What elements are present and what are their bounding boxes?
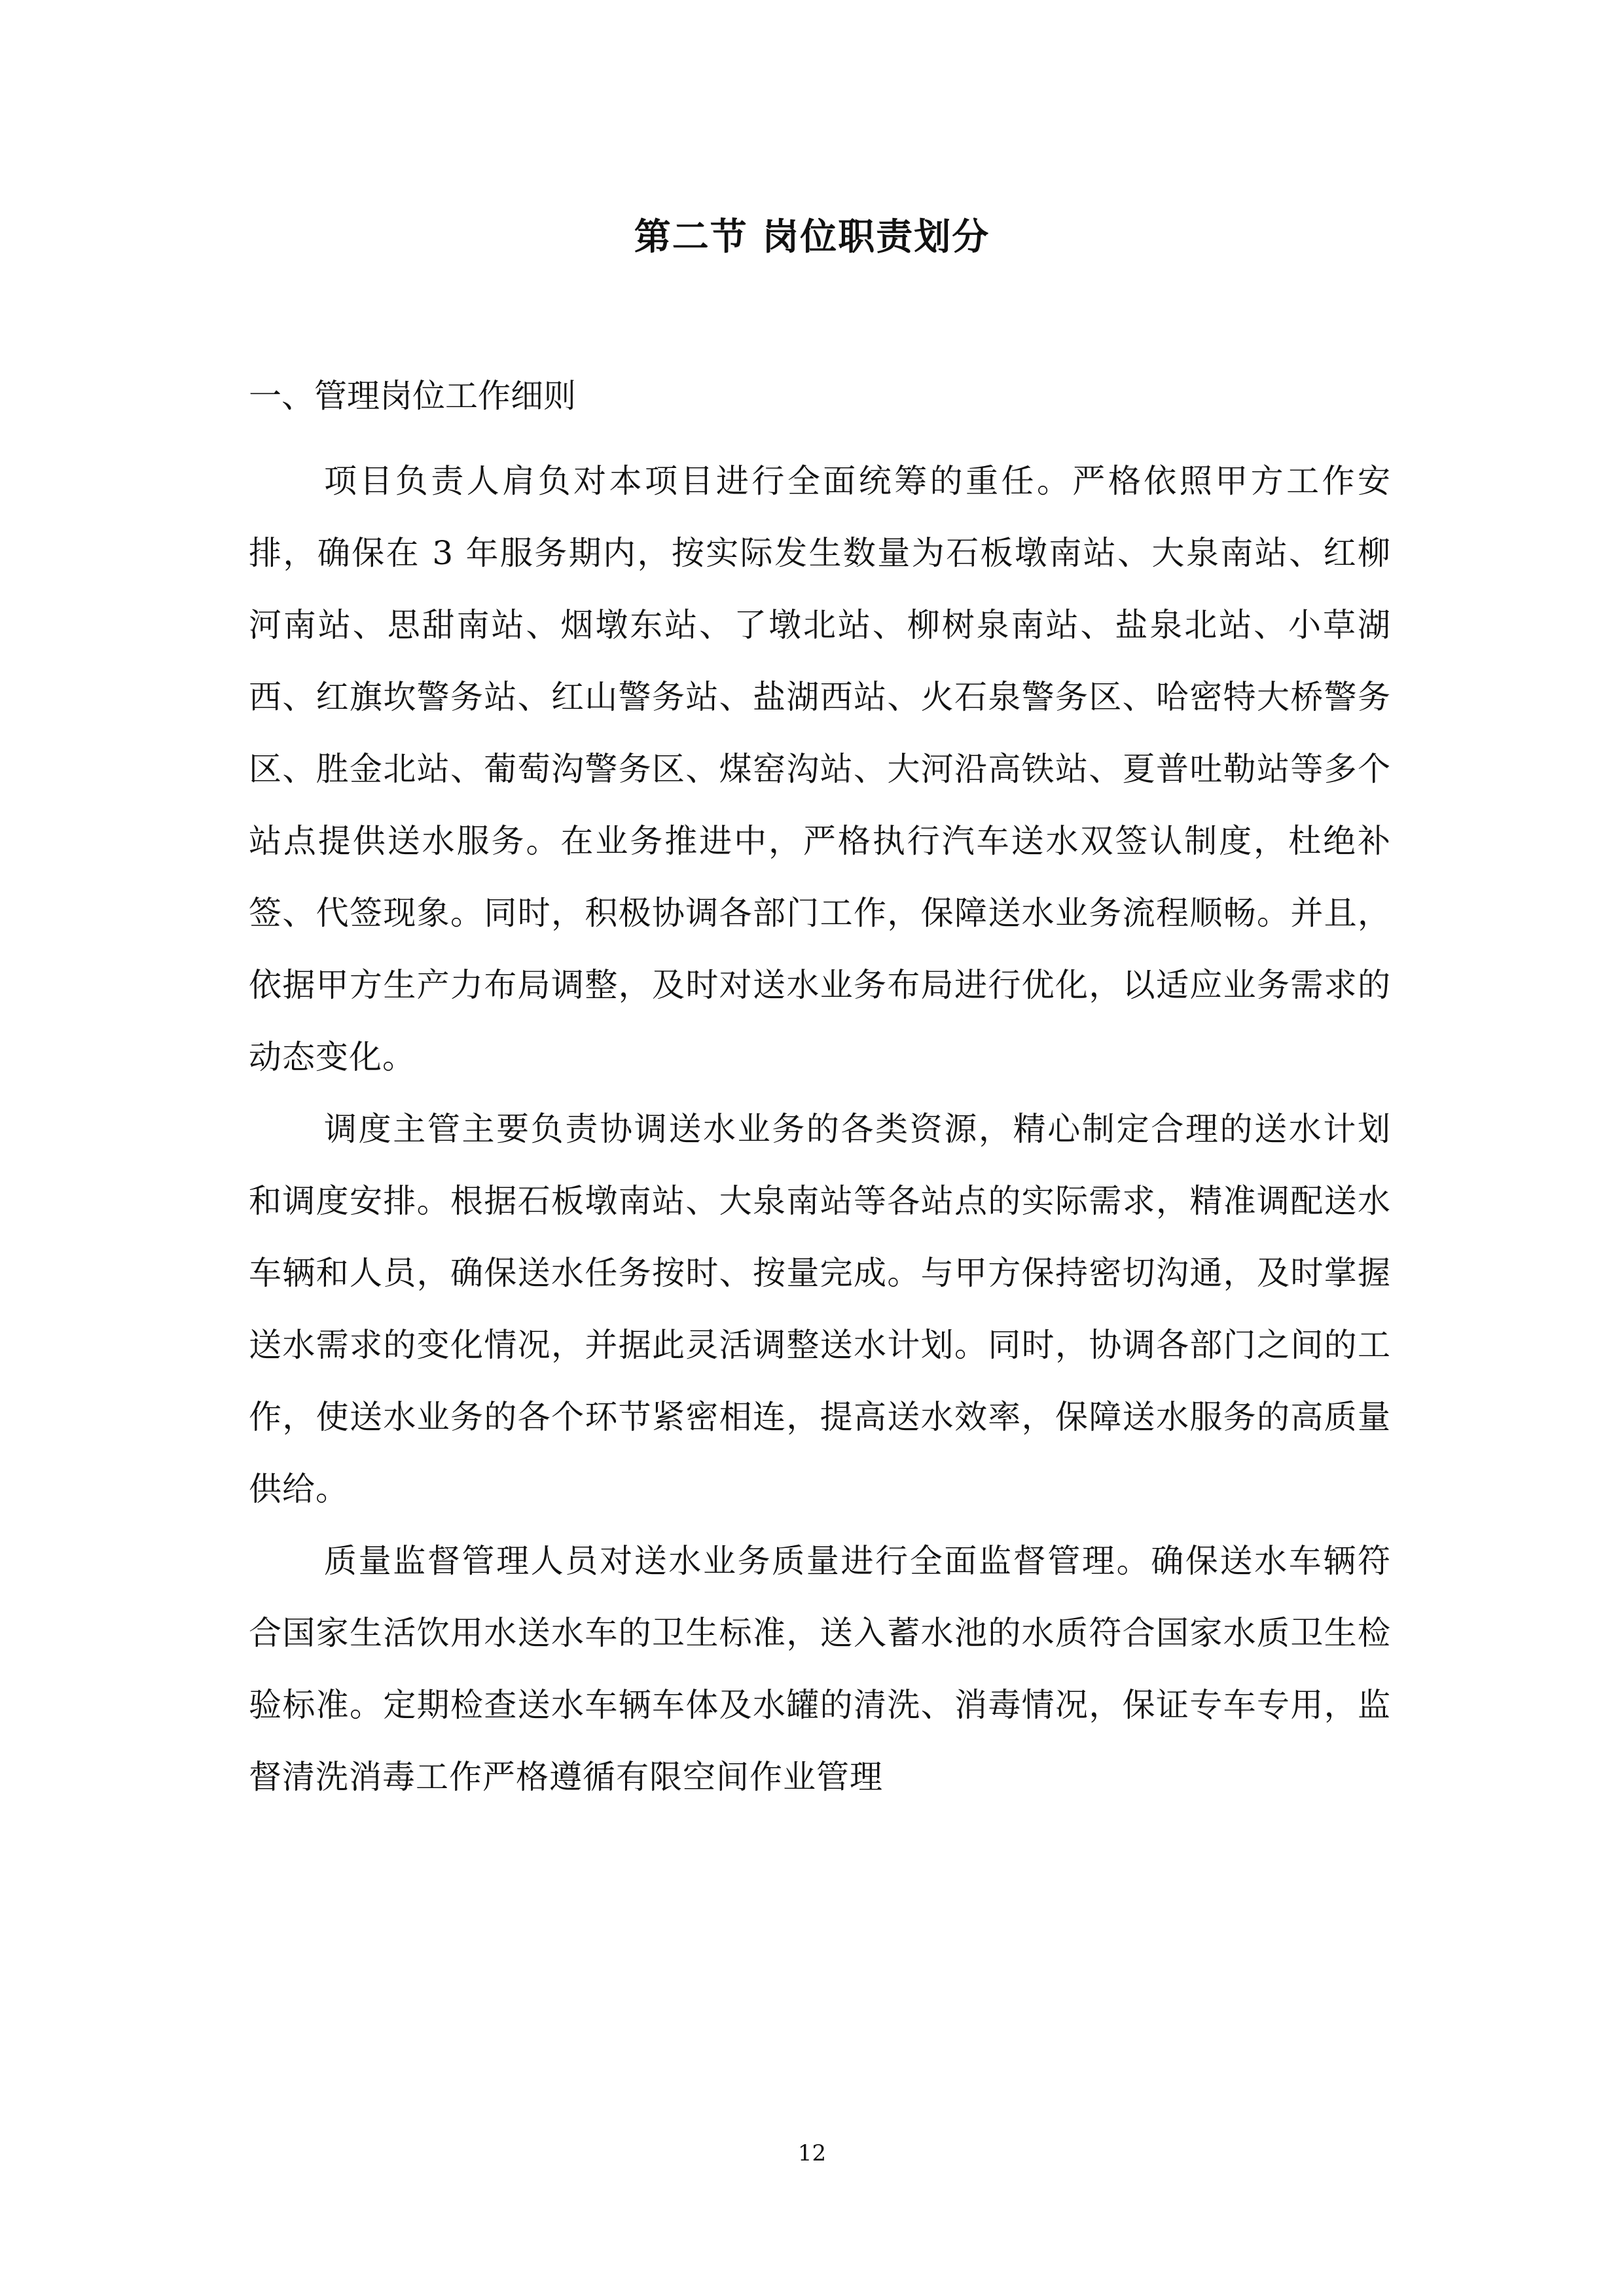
paragraph-project-lead: 项目负责人肩负对本项目进行全面统筹的重任。严格依照甲方工作安排，确保在 3 年服务期内，按实际发生数量为石板墩南站、大泉南站、红柳河南站、思甜南站、烟墩东站、了墩北站、柳树泉南站、盐泉北站、小草湖西、红旗坎警务站、红山警务站、盐湖西站、火石泉警务区、哈密特大桥警务区、胜金北站、葡萄沟警务区、煤窑沟站、大河沿高铁站、夏普吐勒站等多个站点提供送水服务。在业务推进中，严格执行汽车送水双签认制度，杜绝补签、代签现象。同时，积极协调各部门工作，保障送水业务流程顺畅。并且，依据甲方生产力布局调整，及时对送水业务布局进行优化，以适应业务需求的动态变化。	[249, 462, 1391, 1076]
subsection-heading: 一、管理岗位工作细则	[249, 377, 576, 415]
paragraph-dispatch-supervisor: 调度主管主要负责协调送水业务的各类资源，精心制定合理的送水计划和调度安排。根据石板墩南站、大泉南站等各站点的实际需求，精准调配送水车辆和人员，确保送水任务按时、按量完成。与甲方保持密切沟通，及时掌握送水需求的变化情况，并据此灵活调整送水计划。同时，协调各部门之间的工作，使送水业务的各个环节紧密相连，提高送水效率，保障送水服务的高质量供给。	[249, 1110, 1391, 1508]
section-title: 第二节 岗位职责划分	[634, 215, 990, 259]
page-number: 12	[797, 2140, 827, 2166]
paragraph-quality-supervision: 质量监督管理人员对送水业务质量进行全面监督管理。确保送水车辆符合国家生活饮用水送水车的卫生标准，送入蓄水池的水质符合国家水质卫生检验标准。定期检查送水车辆车体及水罐的清洗、消毒情况，保证专车专用，监督清洗消毒工作严格遵循有限空间作业管理	[249, 1542, 1391, 1796]
body-text	[249, 445, 1391, 1813]
